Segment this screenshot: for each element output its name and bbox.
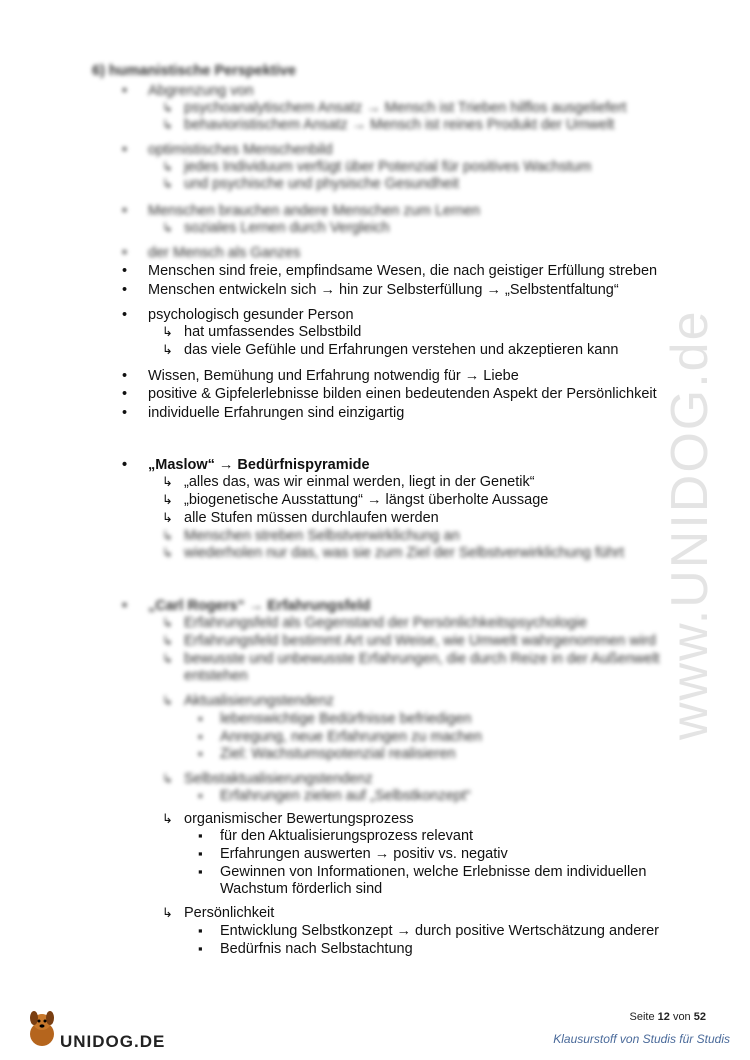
list-item: ▪ Bedürfnis nach Selbstachtung (220, 940, 413, 958)
blurred-item: ▪ lebenswichtige Bedürfnisse befriedigen (220, 710, 472, 728)
page-total: 52 (693, 1011, 706, 1023)
list-item-continuation: Wachstum förderlich sind (220, 881, 383, 897)
blurred-bullet: • optimistisches Menschenbild (148, 141, 333, 159)
unidog-logo (18, 1006, 166, 1052)
footer-slogan: Klausurstoff von Studis für Studis (553, 1032, 730, 1046)
blurred-sub: ↳ psychoanalytischem Ansatz → Mensch ist Trieben hilflos ausgeliefert (184, 99, 626, 117)
blurred-sub: ↳ Aktualisierungstendenz (184, 692, 334, 710)
personality-title: ↳ Persönlichkeit (184, 904, 274, 922)
bullet-text: • Wissen, Bemühung und Erfahrung notwendig für → Liebe (148, 367, 519, 385)
sub-text: ↳ „biogenetische Ausstattung“ → längst überholte Aussage (184, 491, 548, 509)
list-item: ▪ Erfahrungen auswerten → positiv vs. negativ (220, 845, 508, 863)
blurred-bullet: • Abgrenzung von (148, 82, 254, 100)
sub-text: ↳ hat umfassendes Selbstbild (184, 323, 361, 341)
organismic-title: ↳ organismischer Bewertungsprozess (184, 810, 414, 828)
blurred-sub: ↳ Erfahrungsfeld als Gegenstand der Persönlichkeitspsychologie (184, 614, 587, 632)
blurred-item: ▪ Anregung, neue Erfahrungen zu machen (220, 728, 482, 746)
sub-text: ↳ alle Stufen müssen durchlaufen werden (184, 509, 439, 527)
sub-text: ↳ das viele Gefühle und Erfahrungen verstehen und akzeptieren kann (184, 341, 619, 359)
blurred-bullet: • Menschen brauchen andere Menschen zum Lernen (148, 202, 480, 220)
blurred-sub: ↳ Menschen streben Selbstverwirklichung an (184, 527, 460, 545)
blurred-sub: ↳ soziales Lernen durch Vergleich (184, 219, 390, 237)
list-item: ▪ Gewinnen von Informationen, welche Erlebnisse dem individuellen (220, 863, 646, 881)
bullet-text: • Menschen entwickeln sich → hin zur Selbsterfüllung → „Selbstentfaltung“ (148, 281, 619, 299)
bullet-text: • psychologisch gesunder Person (148, 306, 354, 324)
rogers-title: • „Carl Rogers“ → Erfahrungsfeld (148, 597, 370, 615)
blurred-item: ▪ Erfahrungen zielen auf „Selbstkonzept“ (220, 787, 471, 805)
sub-text: ↳ „alles das, was wir einmal werden, liegt in der Genetik“ (184, 473, 535, 491)
section-heading: 6) humanistische Perspektive (92, 63, 296, 79)
list-item: ▪ für den Aktualisierungsprozess relevant (220, 827, 473, 845)
bullet-text: • positive & Gipfelerlebnisse bilden einen bedeutenden Aspekt der Persönlichkeit (148, 385, 657, 403)
blurred-sub: ↳ und psychische und physische Gesundheit (184, 175, 459, 193)
maslow-title: • „Maslow“ → Bedürfnispyramide (148, 456, 370, 474)
page-number (629, 1011, 706, 1023)
blurred-sub: ↳ wiederholen nur das, was sie zum Ziel der Selbstverwirklichung führt (184, 544, 624, 562)
blurred-sub: ↳ Erfahrungsfeld bestimmt Art und Weise, wie Umwelt wahrgenommen wird (184, 632, 656, 650)
logo-text: UNIDOG.DE (60, 1032, 166, 1051)
bullet-text: • individuelle Erfahrungen sind einzigartig (148, 404, 404, 422)
bullet-text: • Menschen sind freie, empfindsame Wesen, die nach geistiger Erfüllung streben (148, 262, 657, 280)
blurred-item: ▪ Ziel: Wachstumspotenzial realisieren (220, 745, 456, 763)
blurred-sub: ↳ Selbstaktualisierungstendenz (184, 770, 373, 788)
blurred-sub: entstehen (184, 668, 248, 684)
page-middle: von (672, 1011, 691, 1023)
list-item: ▪ Entwicklung Selbstkonzept → durch positive Wertschätzung anderer (220, 922, 659, 940)
blurred-bullet: • der Mensch als Ganzes (148, 244, 300, 262)
blurred-sub: ↳ behavioristischem Ansatz → Mensch ist reines Produkt der Umwelt (184, 116, 614, 134)
blurred-sub: ↳ bewusste und unbewusste Erfahrungen, die durch Reize in der Außenwelt (184, 650, 660, 668)
page-current: 12 (657, 1011, 670, 1023)
watermark: www.UNIDOG.de (661, 309, 719, 740)
dog-icon (22, 1006, 62, 1050)
blurred-sub: ↳ jedes Individuum verfügt über Potenzial für positives Wachstum (184, 158, 591, 176)
page-prefix: Seite (629, 1011, 655, 1023)
